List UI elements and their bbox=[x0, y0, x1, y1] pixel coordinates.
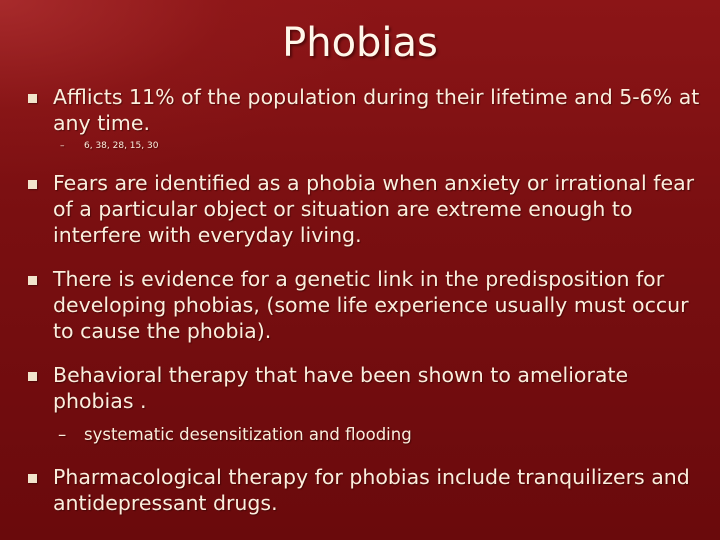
dash-icon: – bbox=[60, 141, 65, 151]
bullet-item bbox=[26, 84, 706, 136]
slide-title: Phobias bbox=[282, 20, 438, 66]
sub-bullet-item bbox=[26, 140, 706, 152]
square-bullet-icon bbox=[28, 372, 37, 381]
square-bullet-icon bbox=[28, 180, 37, 189]
square-bullet-icon bbox=[28, 94, 37, 103]
bullet-text: There is evidence for a genetic link in the predisposition for developing phobias, (some life experience usually must occur to cause the phobia). bbox=[53, 267, 689, 343]
square-bullet-icon bbox=[28, 474, 37, 483]
bullet-list bbox=[26, 84, 706, 516]
bullet-text: Fears are identified as a phobia when anxiety or irrational fear of a particular object or situation are extreme enough to interfere with everyday living. bbox=[53, 171, 695, 247]
bullet-item bbox=[26, 362, 706, 414]
bullet-item bbox=[26, 266, 706, 344]
bullet-text: Pharmacological therapy for phobias include tranquilizers and antidepressant drugs. bbox=[53, 465, 690, 515]
sub-bullet-text: 6, 38, 28, 15, 30 bbox=[84, 141, 159, 151]
sub-bullet-text: systematic desensitization and flooding bbox=[84, 425, 412, 444]
square-bullet-icon bbox=[28, 276, 37, 285]
sub-bullet-item bbox=[26, 424, 706, 446]
bullet-item bbox=[26, 170, 706, 248]
bullet-text: Behavioral therapy that have been shown to ameliorate phobias . bbox=[53, 363, 629, 413]
bullet-item bbox=[26, 464, 706, 516]
dash-icon: – bbox=[58, 425, 67, 444]
bullet-text: Afflicts 11% of the population during their lifetime and 5-6% at any time. bbox=[53, 85, 700, 135]
